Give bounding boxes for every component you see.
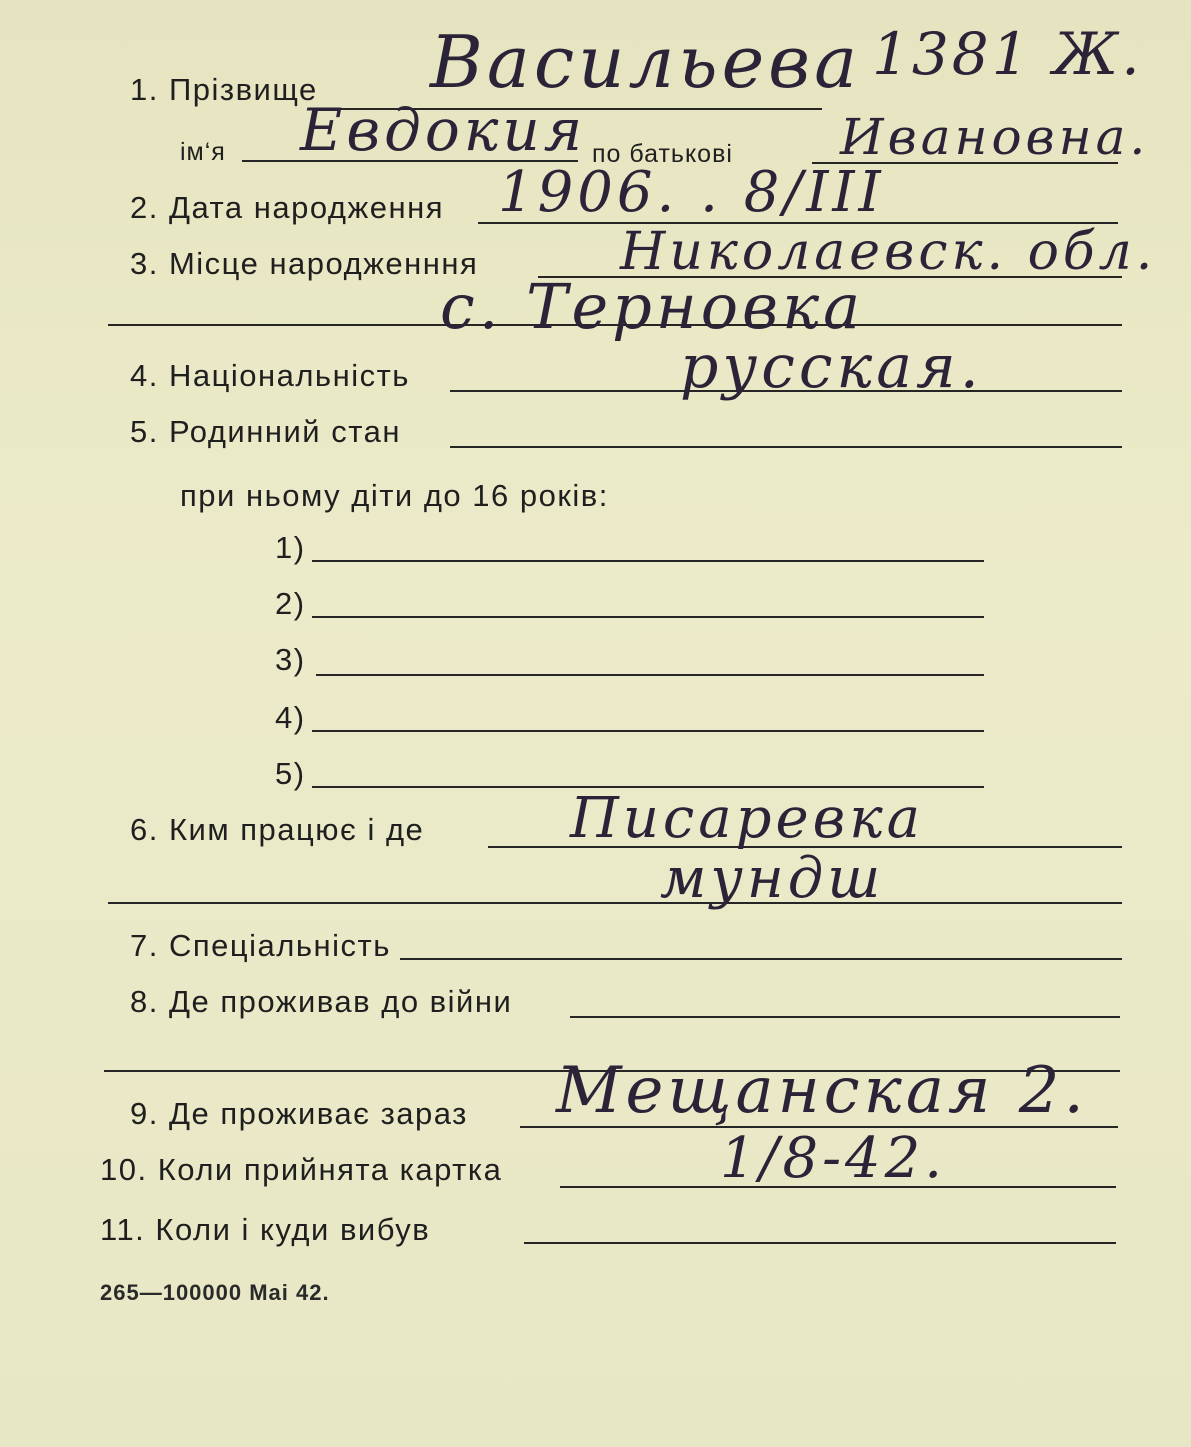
child-3-number: 3) bbox=[275, 642, 306, 677]
child-1-line bbox=[312, 560, 984, 562]
patronymic-label: по батькові bbox=[592, 140, 733, 168]
child-5-number: 5) bbox=[275, 756, 306, 791]
child-4-line bbox=[312, 730, 984, 732]
work-label: 6. Ким працює і де bbox=[130, 812, 425, 847]
child-1-number: 1) bbox=[275, 530, 306, 565]
card-accepted-label: 10. Коли прийнята картка bbox=[100, 1152, 503, 1187]
specialty-label: 7. Спеціальність bbox=[130, 928, 391, 963]
current-residence-value: Мещанская 2. bbox=[556, 1054, 1088, 1128]
children-label: при ньому діти до 16 років: bbox=[180, 478, 609, 513]
first-name-value: Евдокия bbox=[300, 96, 587, 164]
work-value-2: мундш bbox=[660, 846, 885, 911]
surname-label: 1. Прізвище bbox=[130, 72, 318, 107]
child-4-number: 4) bbox=[275, 700, 306, 735]
birth-place-value-1: Николаевск. обл. bbox=[620, 222, 1157, 282]
prewar-residence-label: 8. Де проживав до війни bbox=[130, 984, 513, 1019]
birth-date-value: 1906. . 8/III bbox=[498, 160, 885, 225]
child-2-number: 2) bbox=[275, 586, 306, 621]
departure-label: 11. Коли і куди вибув bbox=[100, 1212, 431, 1247]
family-status-line bbox=[450, 446, 1122, 448]
child-3-line bbox=[316, 674, 984, 676]
family-status-label: 5. Родинний стан bbox=[130, 414, 401, 449]
prewar-residence-line bbox=[570, 1016, 1120, 1018]
specialty-line bbox=[400, 958, 1122, 960]
nationality-label: 4. Національність bbox=[130, 358, 410, 393]
birth-date-label: 2. Дата народження bbox=[130, 190, 444, 225]
card-accepted-value: 1/8-42. bbox=[720, 1126, 947, 1191]
child-2-line bbox=[312, 616, 984, 618]
current-residence-label: 9. Де проживає зараз bbox=[130, 1096, 468, 1131]
surname-value: Васильева bbox=[430, 20, 862, 104]
birth-place-label: 3. Місце народженння bbox=[130, 246, 479, 281]
record-number: 1381 Ж. bbox=[872, 20, 1143, 88]
first-name-label: ім‘я bbox=[180, 138, 226, 166]
work-line-2 bbox=[108, 902, 1122, 904]
print-code: 265—100000 Mai 42. bbox=[100, 1280, 330, 1305]
birth-place-value-2: с. Терновка bbox=[440, 270, 865, 343]
nationality-value: русская. bbox=[680, 332, 983, 402]
patronymic-value: Ивановна. bbox=[840, 108, 1150, 166]
departure-line bbox=[524, 1242, 1116, 1244]
work-value-1: Писаревка bbox=[570, 786, 925, 851]
